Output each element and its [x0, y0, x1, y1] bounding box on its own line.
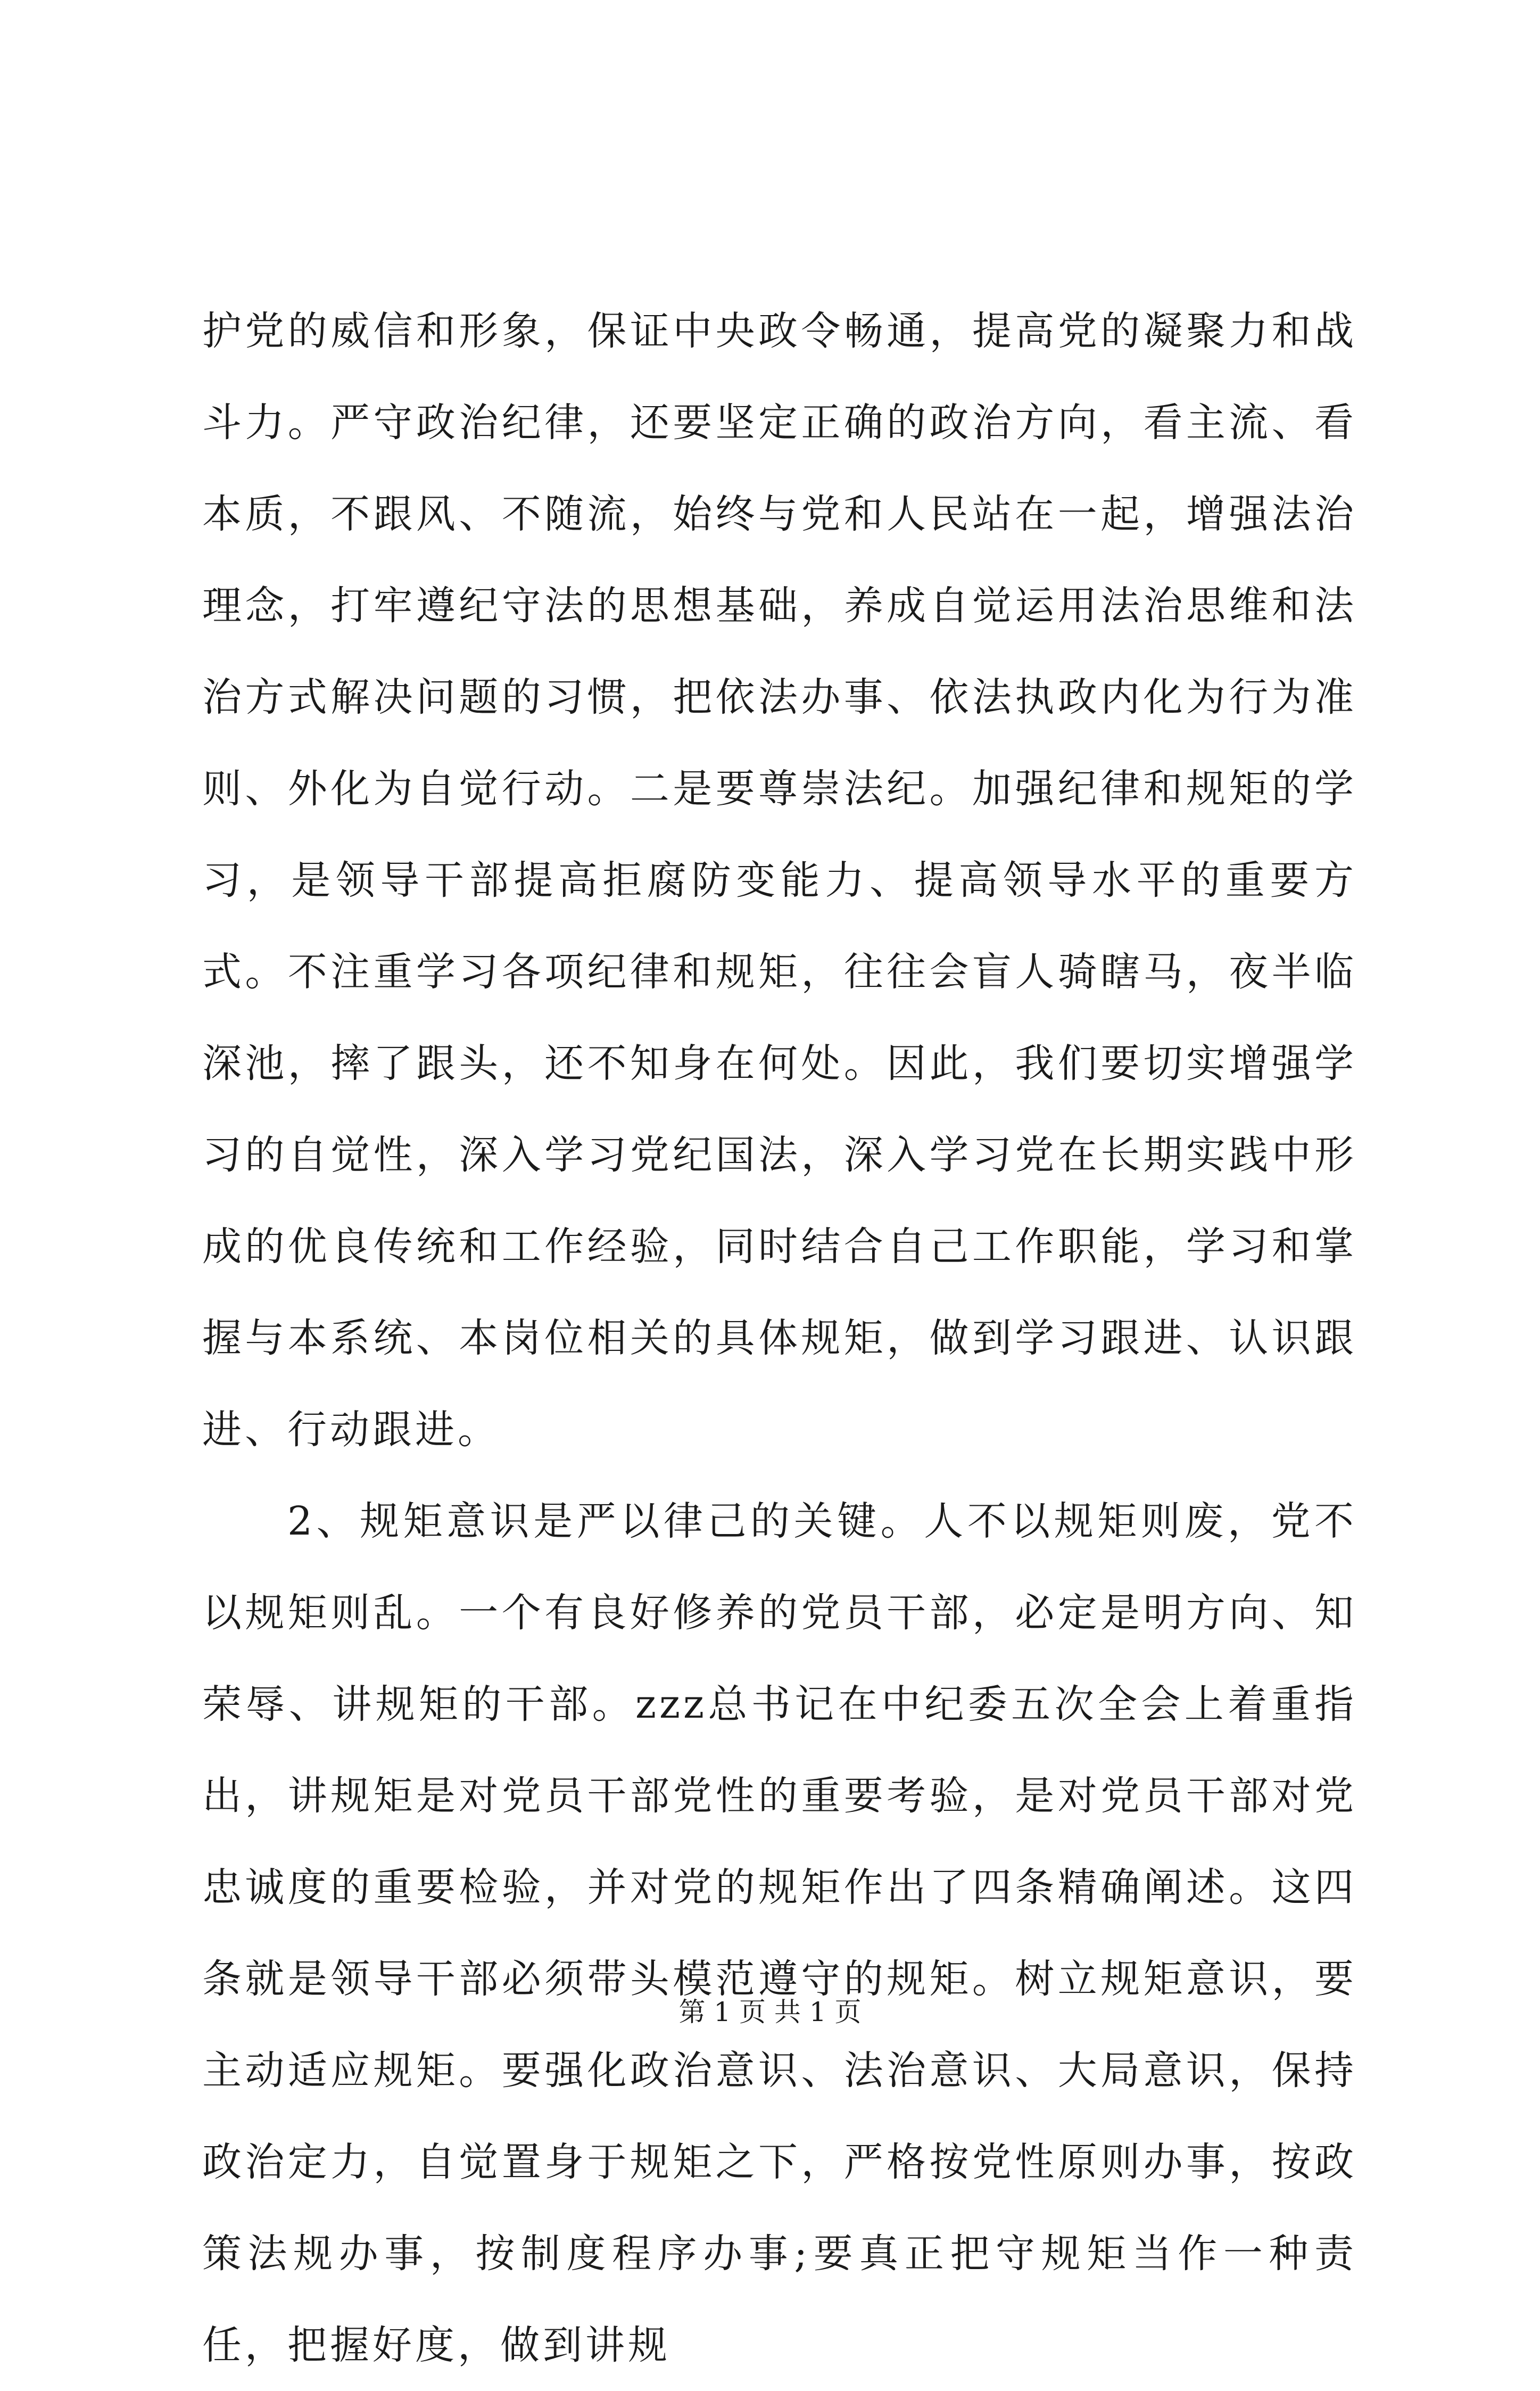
document-body	[202, 285, 1357, 2391]
paragraph-1: 护党的威信和形象，保证中央政令畅通，提高党的凝聚力和战斗力。严守政治纪律，还要坚定正确的政治方向，看主流、看本质，不跟风、不随流，始终与党和人民站在一起，增强法治理念，打牢遵纪守法的思想基础，养成自觉运用法治思维和法治方式解决问题的习惯，把依法办事、依法执政内化为行为准则、外化为自觉行动。二是要尊崇法纪。加强纪律和规矩的学习，是领导干部提高拒腐防变能力、提高领导水平的重要方式。不注重学习各项纪律和规矩，往往会盲人骑瞎马，夜半临深池，摔了跟头，还不知身在何处。因此，我们要切实增强学习的自觉性，深入学习党纪国法，深入学习党在长期实践中形成的优良传统和工作经验，同时结合自己工作职能，学习和掌握与本系统、本岗位相关的具体规矩，做到学习跟进、认识跟进、行动跟进。	[202, 308, 1357, 1453]
paragraph-2: 2、规矩意识是严以律己的关键。人不以规矩则废，党不以规矩则乱。一个有良好修养的党员干部，必定是明方向、知荣辱、讲规矩的干部。zzz总书记在中纪委五次全会上着重指出，讲规矩是对党员干部党性的重要考验，是对党员干部对党忠诚度的重要检验，并对党的规矩作出了四条精确阐述。这四条就是领导干部必须带头模范遵守的规矩。树立规矩意识，要主动适应规矩。要强化政治意识、法治意识、大局意识，保持政治定力，自觉置身于规矩之下，严格按党性原则办事，按政策法规办事，按制度程序办事;要真正把守规矩当作一种责任，把握好度，做到讲规	[202, 1498, 1357, 2368]
page-footer: 第 1 页 共 1 页	[678, 1997, 862, 2027]
